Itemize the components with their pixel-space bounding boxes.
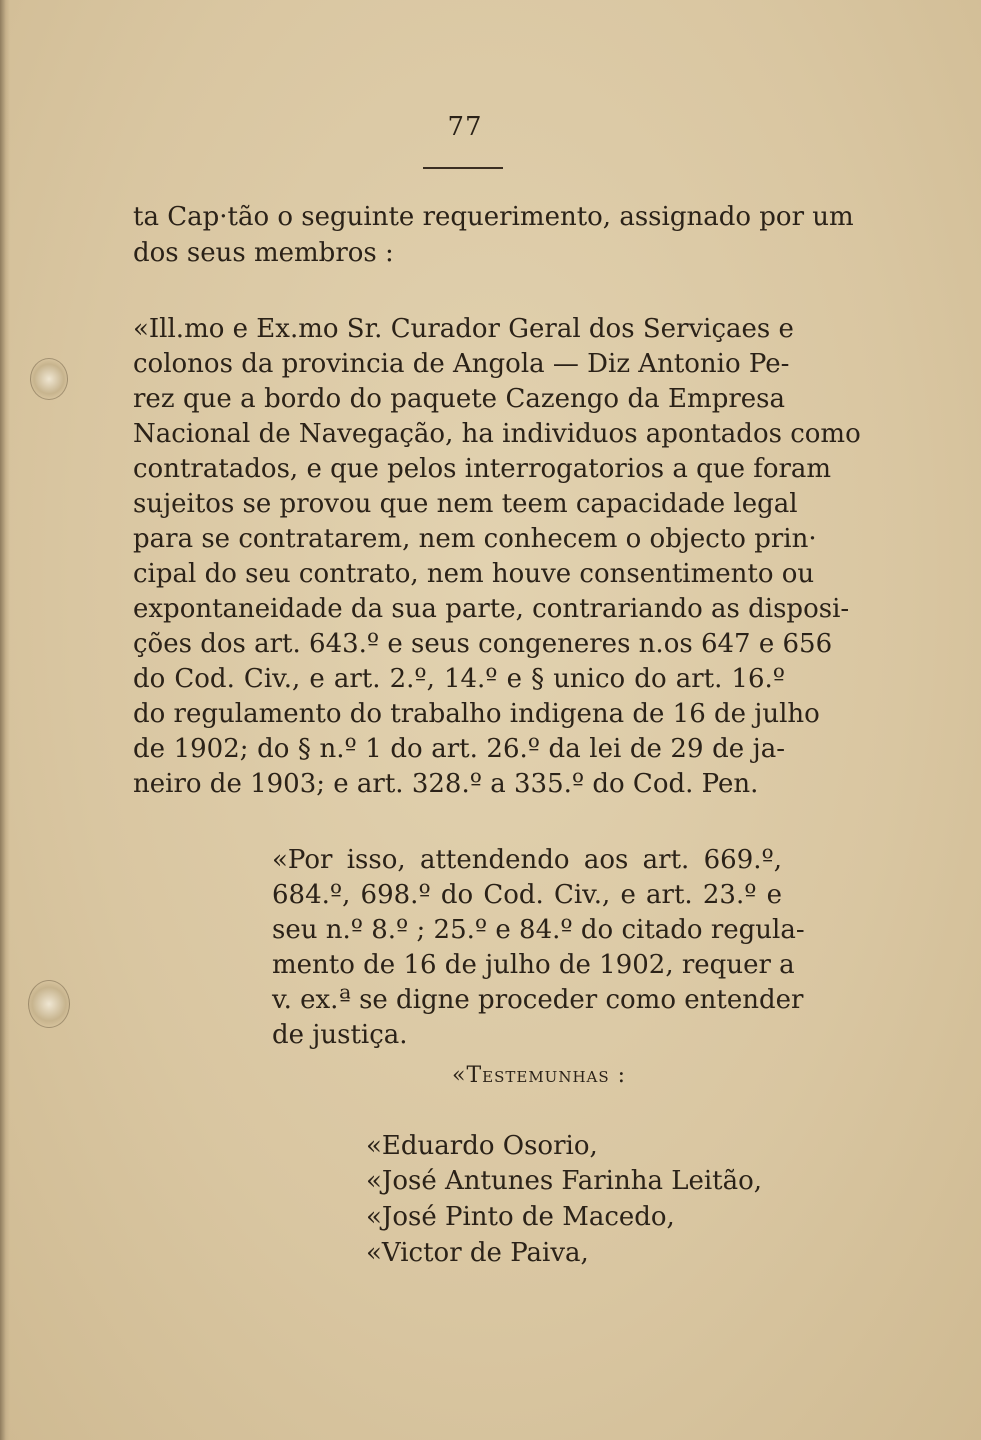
text-line: mento de 16 de julho de 1902, requer a	[272, 950, 795, 980]
text-line: expontaneidade da sua parte, contrariando as disposi-	[133, 594, 850, 624]
paper-hole-mark	[30, 358, 68, 400]
text-line: colonos da provincia de Angola — Diz Antonio Pe-	[133, 349, 790, 379]
text-line: neiro de 1903; e art. 328.º a 335.º do Cod. Pen.	[133, 769, 759, 799]
text-line: sujeitos se provou que nem teem capacidade legal	[133, 489, 798, 519]
text-line: de justiça.	[272, 1020, 408, 1050]
text-line: do Cod. Civ., e art. 2.º, 14.º e § unico do art. 16.º	[133, 664, 785, 694]
text-line: rez que a bordo do paquete Cazengo da Empresa	[133, 384, 785, 414]
text-line: cipal do seu contrato, nem houve consentimento ou	[133, 559, 815, 589]
page-number: 77	[447, 112, 483, 142]
witness-name: «José Pinto de Macedo,	[366, 1202, 675, 1232]
text-line: v. ex.ª se digne proceder como entender	[272, 985, 804, 1015]
witness-name: «Victor de Paiva,	[366, 1238, 589, 1268]
text-line: ta Cap·tão o seguinte requerimento, assignado por um	[133, 202, 854, 232]
header-rule	[423, 167, 503, 169]
text-line: «Por isso, attendendo aos art. 669.º,	[272, 845, 782, 875]
paper-hole-mark	[28, 980, 70, 1028]
text-line: «Ill.mo e Ex.mo Sr. Curador Geral dos Serviçaes e	[133, 314, 794, 344]
text-line: seu n.º 8.º ; 25.º e 84.º do citado regula-	[272, 915, 805, 945]
text-line: dos seus membros :	[133, 238, 394, 268]
text-line: contratados, e que pelos interrogatorios a que foram	[133, 454, 832, 484]
text-line: para se contratarem, nem conhecem o objecto prin·	[133, 524, 817, 554]
text-line: do regulamento do trabalho indigena de 16 de julho	[133, 699, 820, 729]
witness-name: «Eduardo Osorio,	[366, 1131, 598, 1161]
witnesses-heading: «Testemunhas :	[452, 1063, 627, 1088]
text-line: ções dos art. 643.º e seus congeneres n.os 647 e 656	[133, 629, 833, 659]
text-line: 684.º, 698.º do Cod. Civ., e art. 23.º e	[272, 880, 782, 910]
text-line: Nacional de Navegação, ha individuos apontados como	[133, 419, 861, 449]
text-line: de 1902; do § n.º 1 do art. 26.º da lei de 29 de ja-	[133, 734, 785, 764]
page-spine-shadow	[0, 0, 10, 1440]
witness-name: «José Antunes Farinha Leitão,	[366, 1166, 763, 1196]
